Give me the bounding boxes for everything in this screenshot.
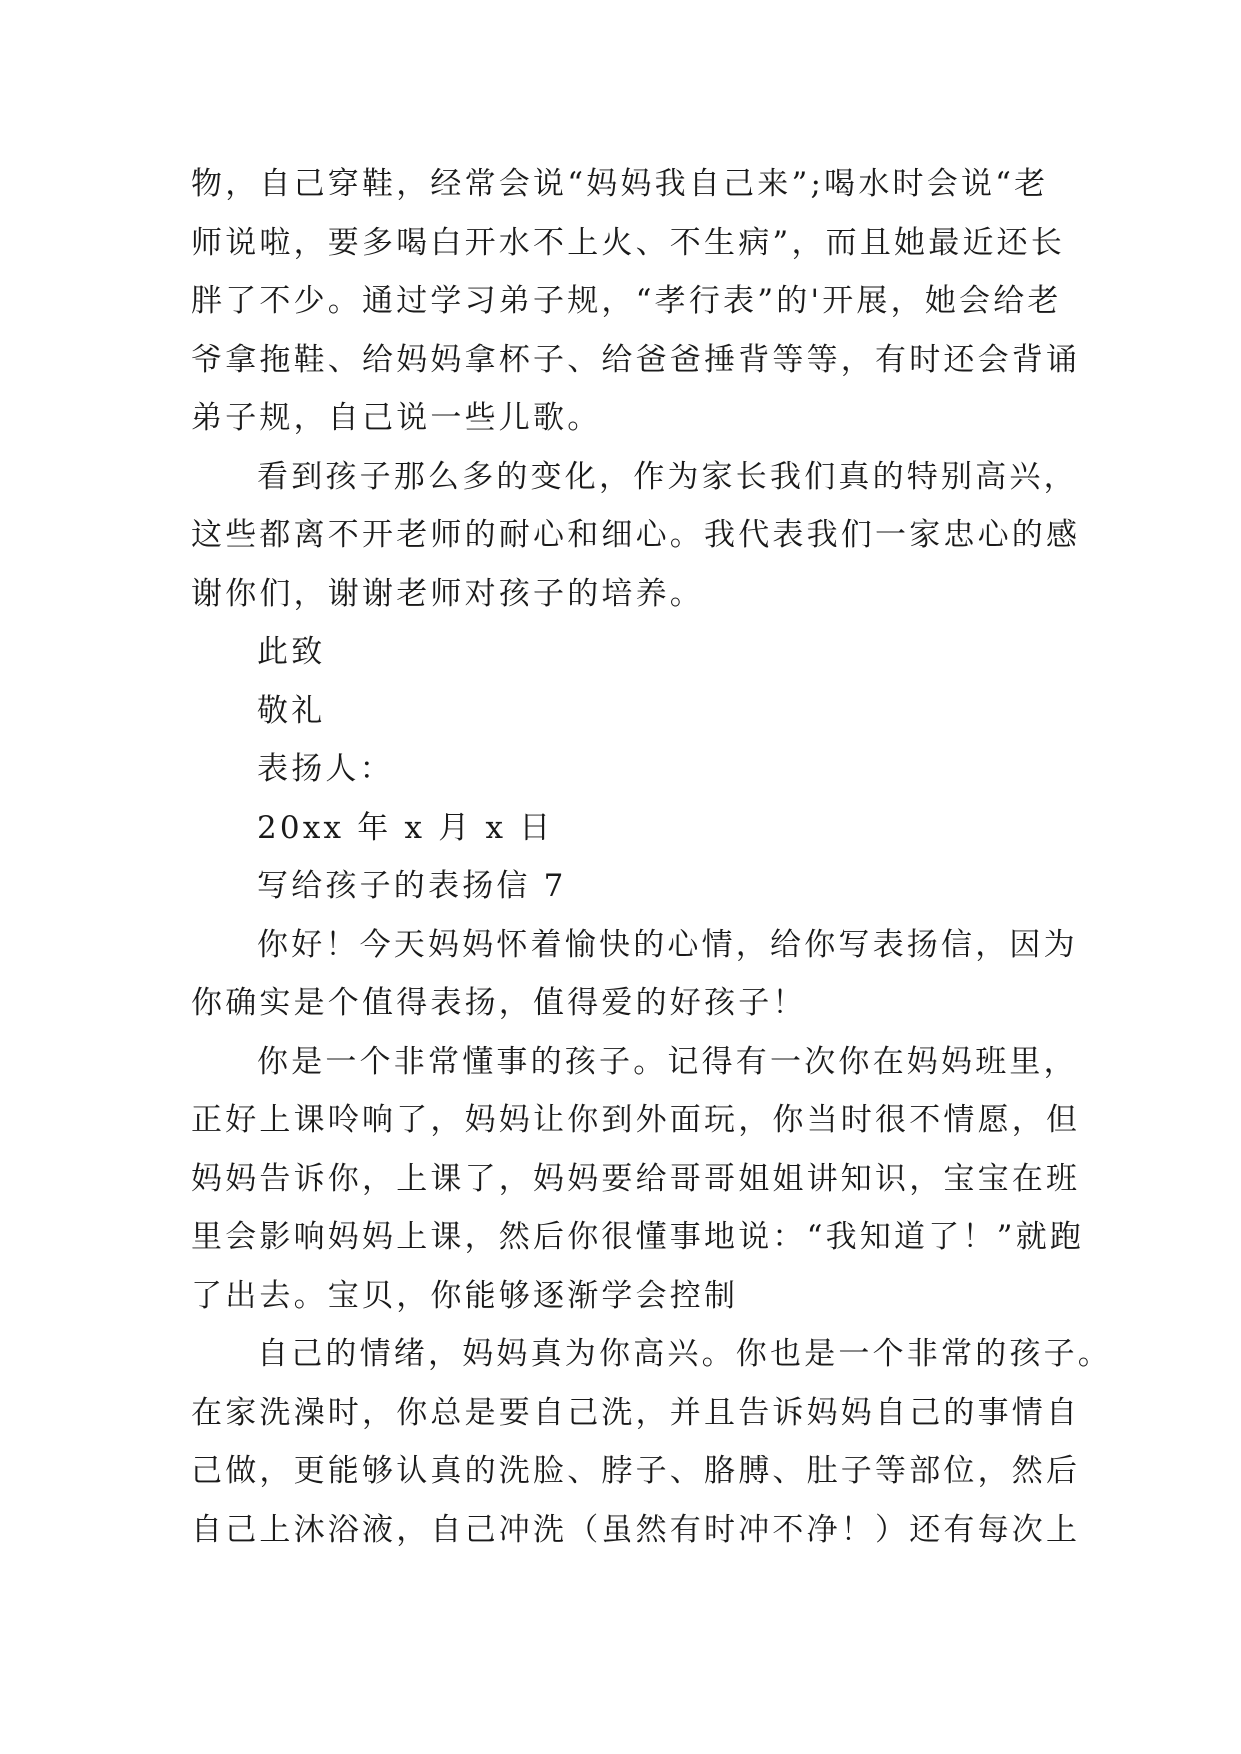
text-line: 弟子规，自己说一些儿歌。 bbox=[191, 400, 602, 436]
paragraph-1 bbox=[191, 155, 1081, 448]
text-line: 谢你们，谢谢老师对孩子的培养。 bbox=[191, 575, 704, 612]
text-line: 敬礼 bbox=[257, 692, 326, 729]
text-line: 20xx 年 x 月 x 日 bbox=[257, 809, 554, 846]
text-line: 物，自己穿鞋，经常会说“妈妈我自己来”;喝水时会说“老 bbox=[191, 166, 1049, 202]
paragraph-2 bbox=[191, 448, 1081, 624]
text-line: 胖了不少。通过学习弟子规，“孝行表”的'开展，她会给老 bbox=[191, 283, 1062, 319]
text-line: 师说啦，要多喝白开水不上火、不生病”，而且她最近还长 bbox=[191, 224, 1066, 261]
text-line: 正好上课呤响了，妈妈让你到外面玩，你当时很不情愿，但 bbox=[191, 1102, 1081, 1138]
text-line: 己做，更能够认真的洗脸、脖子、胳膊、肚子等部位，然后 bbox=[191, 1453, 1081, 1489]
text-line: 此致 bbox=[257, 634, 326, 670]
text-line: 自己上沐浴液，自己冲洗（虽然有时冲不净！）还有每次上 bbox=[191, 1511, 1081, 1548]
text-line: 里会影响妈妈上课，然后你很懂事地说：“我知道了！”就跑 bbox=[191, 1219, 1085, 1255]
text-line: 看到孩子那么多的变化，作为家长我们真的特别高兴， bbox=[257, 458, 1078, 495]
text-line: 妈妈告诉你，上课了，妈妈要给哥哥姐姐讲知识，宝宝在班 bbox=[191, 1160, 1081, 1197]
document-body bbox=[191, 155, 1112, 1559]
signature-label bbox=[191, 740, 1051, 799]
text-line: 写给孩子的表扬信 7 bbox=[257, 868, 567, 904]
paragraph-5 bbox=[191, 1325, 1112, 1559]
text-line: 在家洗澡时，你总是要自己洗，并且告诉妈妈自己的事情自 bbox=[191, 1394, 1081, 1431]
text-line: 爷拿拖鞋、给妈妈拿杯子、给爸爸捶背等等，有时还会背诵 bbox=[191, 341, 1081, 378]
paragraph-3 bbox=[191, 916, 1078, 1033]
section-heading bbox=[191, 857, 1051, 916]
text-line: 你好！今天妈妈怀着愉快的心情，给你写表扬信，因为 bbox=[257, 926, 1078, 963]
closing-regards bbox=[191, 682, 1051, 741]
letter-date bbox=[191, 799, 1051, 858]
text-line: 你是一个非常懂事的孩子。记得有一次你在妈妈班里， bbox=[257, 1043, 1078, 1080]
paragraph-4 bbox=[191, 1033, 1085, 1326]
text-line: 了出去。宝贝，你能够逐渐学会控制 bbox=[191, 1277, 739, 1314]
text-line: 自己的情绪，妈妈真为你高兴。你也是一个非常的孩子。 bbox=[257, 1336, 1112, 1372]
text-line: 你确实是个值得表扬，值得爱的好孩子！ bbox=[191, 985, 807, 1021]
closing-salutation bbox=[191, 623, 1051, 682]
text-line: 表扬人： bbox=[257, 751, 394, 787]
text-line: 这些都离不开老师的耐心和细心。我代表我们一家忠心的感 bbox=[191, 517, 1081, 553]
